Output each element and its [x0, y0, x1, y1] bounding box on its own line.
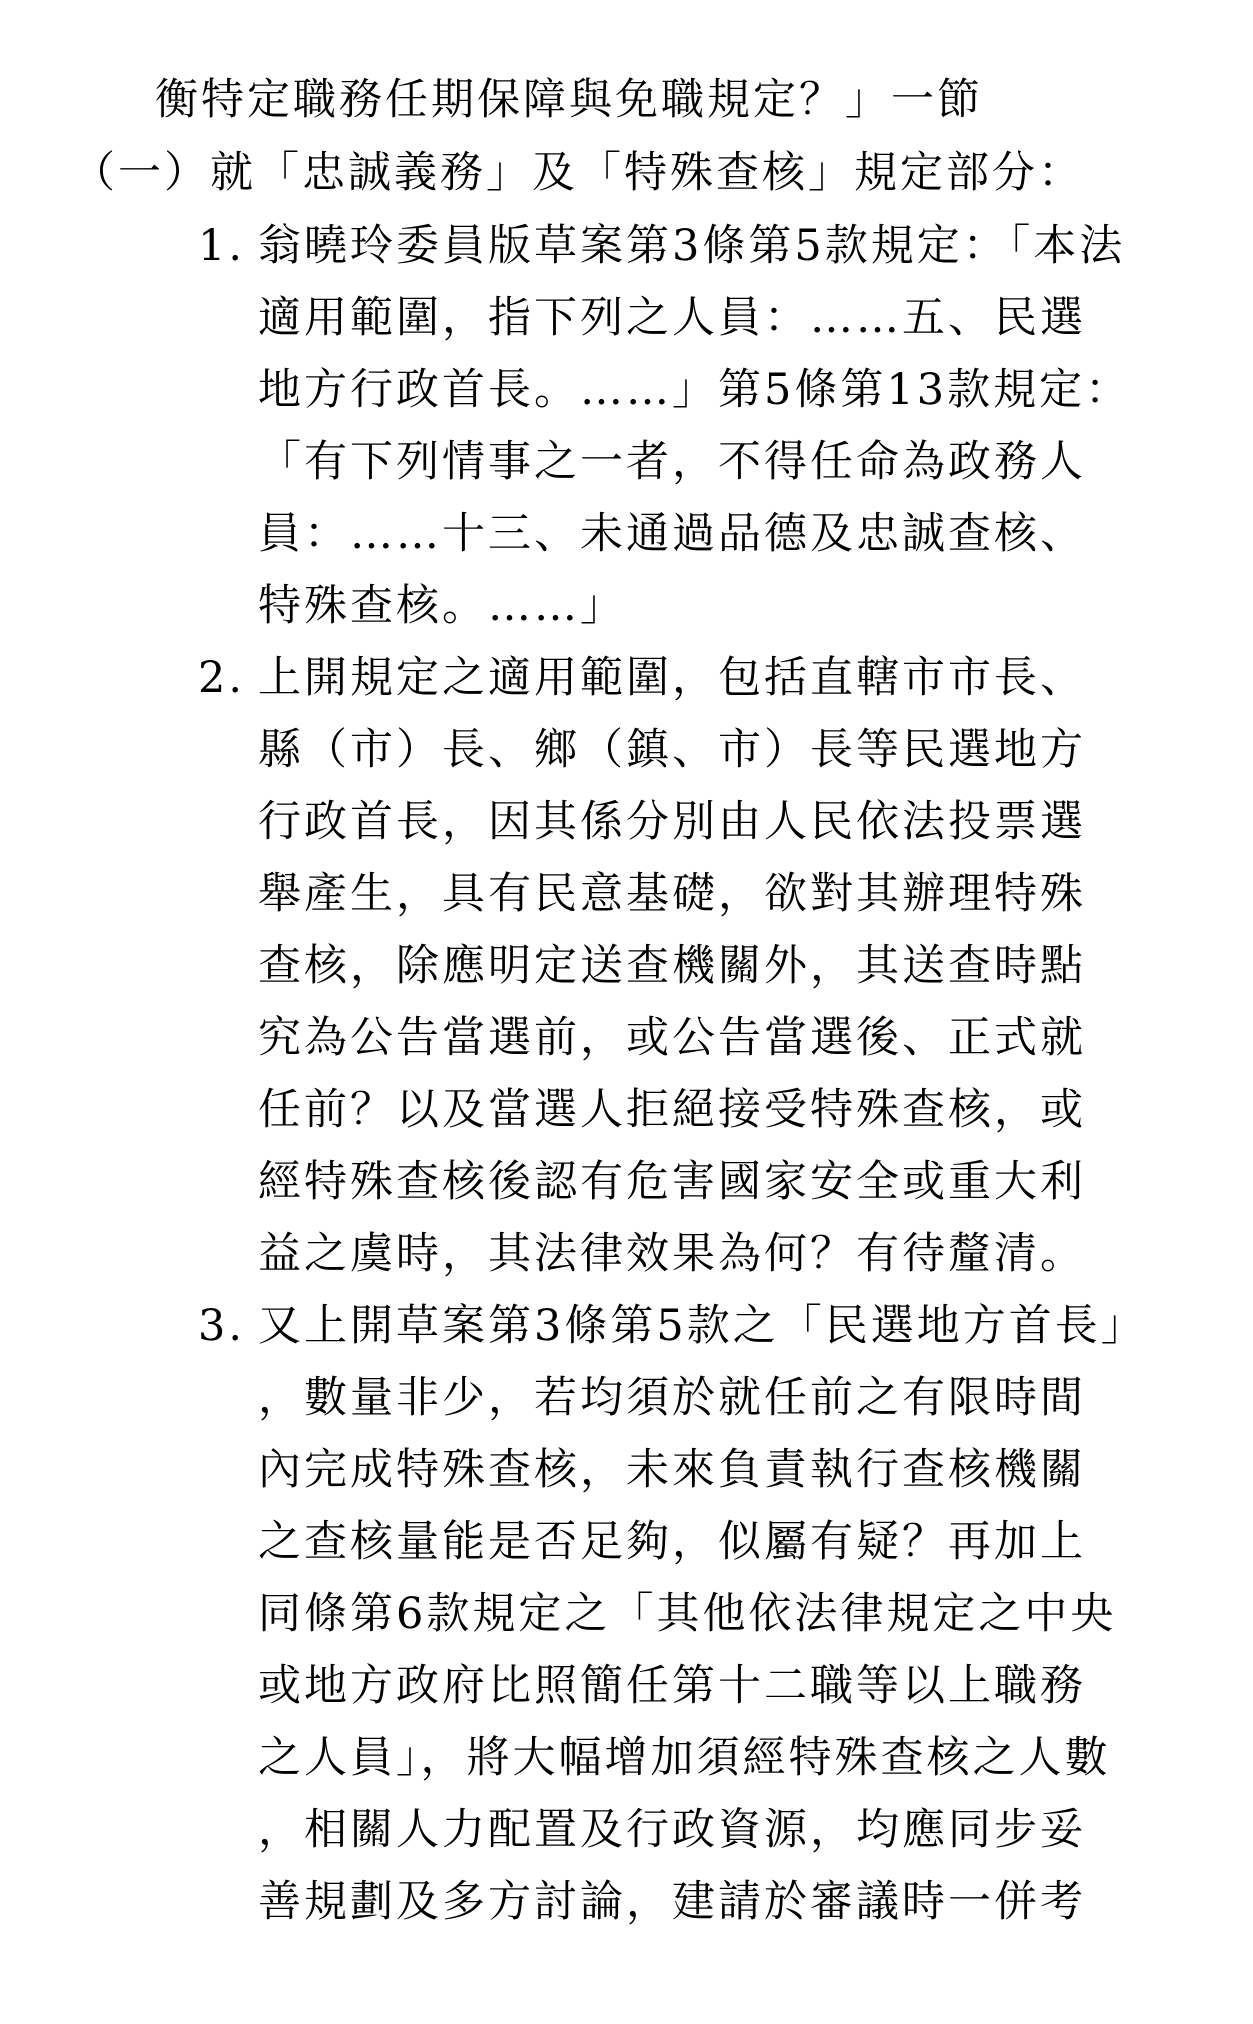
list-item-2 [198, 650, 1086, 706]
item-line: 翁曉玲委員版草案第3條第5款規定：「本法 [258, 221, 1126, 271]
item-line: 縣（市）長、鄉（鎮、市）長等民選地方 [258, 725, 1086, 775]
item-line: 內完成特殊查核，未來負責執行查核機關 [258, 1445, 1086, 1495]
item-line: 之人員」，將大幅增加須經特殊查核之人數 [258, 1733, 1111, 1783]
item-line: 任前？以及當選人拒絕接受特殊查核，或 [258, 1085, 1086, 1135]
item-line: 上開規定之適用範圍，包括直轄市市長、 [258, 653, 1086, 703]
item-line: ，數量非少，若均須於就任前之有限時間 [258, 1373, 1086, 1423]
item-line: 特殊查核。……」 [258, 581, 626, 631]
item-line: 善規劃及多方討論，建請於審議時一併考 [258, 1877, 1086, 1927]
section-title: 就「忠誠義務」及「特殊查核」規定部分： [210, 148, 1084, 198]
item-number: 1. [198, 221, 246, 271]
item-line: 經特殊查核後認有危害國家安全或重大利 [258, 1157, 1086, 1207]
item-line: 適用範圍，指下列之人員：……五、民選 [258, 293, 1086, 343]
item-line: 同條第6款規定之「其他依法律規定之中央 [258, 1589, 1117, 1639]
section-heading [72, 145, 1084, 201]
item-line: 或地方政府比照簡任第十二職等以上職務 [258, 1661, 1086, 1711]
item-line: 員：……十三、未通過品德及忠誠查核、 [258, 509, 1086, 559]
item-line: 又上開草案第3條第5款之「民選地方首長」 [258, 1301, 1147, 1351]
item-line: 查核，除應明定送查機關外，其送查時點 [258, 941, 1086, 991]
item-line: 究為公告當選前，或公告當選後、正式就 [258, 1013, 1086, 1063]
intro-line: 衡特定職務任期保障與免職規定？」一節 [155, 75, 983, 125]
item-line: ，相關人力配置及行政資源，均應同步妥 [258, 1805, 1086, 1855]
item-line: 「有下列情事之一者，不得任命為政務人 [258, 437, 1086, 487]
item-number: 3. [198, 1301, 246, 1351]
item-line: 益之虞時，其法律效果為何？有待釐清。 [258, 1229, 1086, 1279]
list-item-1 [198, 218, 1125, 274]
section-number: （一） [72, 148, 210, 198]
item-line: 行政首長，因其係分別由人民依法投票選 [258, 797, 1086, 847]
item-number: 2. [198, 653, 246, 703]
item-line: 之查核量能是否足夠，似屬有疑？再加上 [258, 1517, 1086, 1567]
list-item-3 [198, 1298, 1147, 1354]
item-line: 地方行政首長。……」第5條第13款規定： [258, 365, 1132, 415]
item-line: 舉產生，具有民意基礎，欲對其辦理特殊 [258, 869, 1086, 919]
